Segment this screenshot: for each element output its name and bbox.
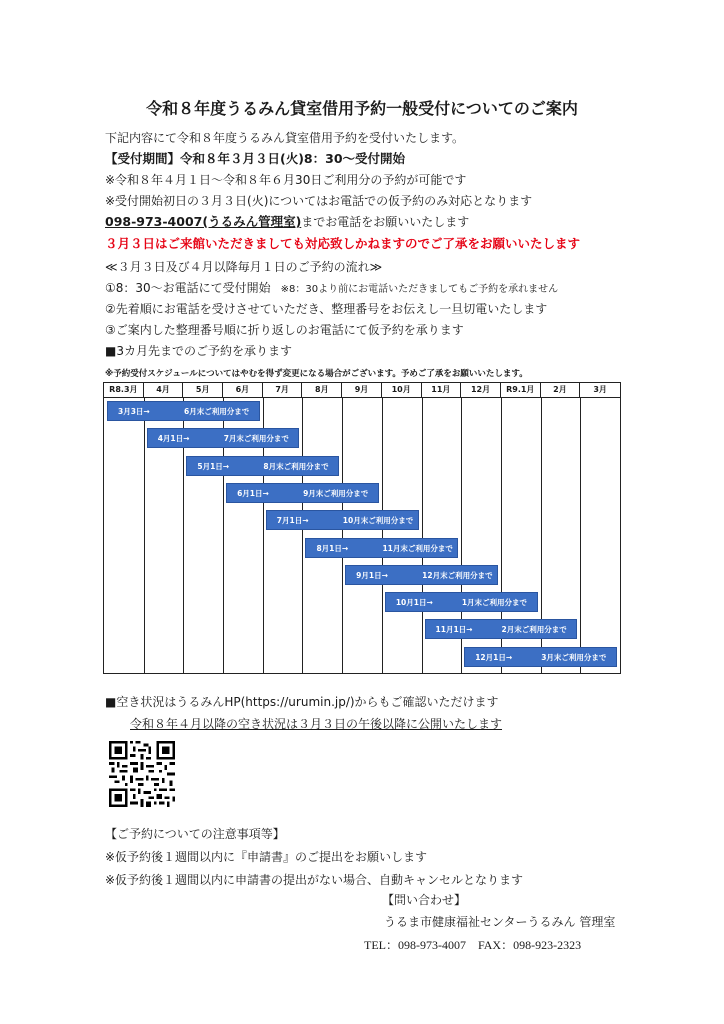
- month-header: R8.3月: [104, 383, 144, 397]
- month-divider: [422, 397, 423, 673]
- bar-end: 7月末ご利用分まで: [223, 434, 289, 444]
- schedule-bar: [425, 619, 578, 639]
- schedule-table: [103, 382, 621, 674]
- month-header: 9月: [342, 383, 382, 397]
- month-header: 4月: [144, 383, 184, 397]
- month-header: 10月: [382, 383, 422, 397]
- step-1-text: ①8：30～お電話にて受付開始: [105, 281, 271, 295]
- step-1-note: ※8：30より前にお電話いただきましてもご予約を承れません: [280, 284, 559, 295]
- contact-title: 【問い合わせ】: [382, 893, 467, 907]
- bar-start: 9月1日→: [356, 570, 388, 580]
- schedule-note: ※予約受付スケジュールについてはやむを得ず変更になる場合がございます。予めご了承をお願いいたします。: [105, 369, 528, 379]
- warning-text: ３月３日はご来館いただきましても対応致しかねますのでご了承をお願いいたします: [105, 236, 581, 251]
- schedule-bar: [147, 428, 300, 448]
- qr-code[interactable]: [109, 741, 175, 807]
- bar-end: 3月末ご利用分まで: [541, 652, 607, 662]
- month-divider: [580, 397, 581, 673]
- bar-start: 7月1日→: [276, 516, 309, 526]
- schedule-bar: [107, 401, 260, 421]
- bar-start: 6月1日→: [237, 488, 269, 498]
- bar-end: 1月末ご利用分まで: [461, 598, 528, 608]
- note-first-day: ※受付開始初日の３月３日(火)についてはお電話での仮予約のみ対応となります: [105, 194, 533, 208]
- bar-end: 10月末ご利用分まで: [342, 516, 414, 526]
- phone-suffix: までお電話をお願いいたします: [301, 215, 470, 229]
- reception-period: 【受付期間】令和８年３月３日(火)8：30～受付開始: [105, 151, 406, 166]
- phone-number: 098-973-4007(うるみん管理室): [105, 214, 302, 229]
- month-header: 11月: [422, 383, 462, 397]
- month-header: 7月: [263, 383, 303, 397]
- bar-end: 12月末ご利用分まで: [422, 570, 493, 580]
- page-title: 令和８年度うるみん貸室借用予約一般受付についてのご案内: [146, 99, 578, 118]
- flow-title: ≪３月３日及び４月以降毎月１日のご予約の流れ≫: [105, 260, 383, 274]
- month-header: 5月: [183, 383, 223, 397]
- cautions-title: 【ご予約についての注意事項等】: [105, 827, 285, 841]
- schedule-bar: [266, 510, 419, 530]
- schedule-bar: [345, 565, 498, 585]
- month-divider: [144, 397, 145, 673]
- bar-end: 9月末ご利用分まで: [303, 488, 369, 498]
- month-divider: [382, 397, 383, 673]
- schedule-bar: [226, 483, 379, 503]
- step-1: [105, 280, 558, 298]
- note-reservation-range: ※令和８年４月１日～令和８年６月30日ご利用分の予約が可能です: [105, 173, 467, 187]
- intro-text: 下記内容にて令和８年度うるみん貸室借用予約を受付いたします。: [105, 131, 465, 145]
- month-header: 2月: [541, 383, 581, 397]
- availability-note: 令和８年４月以降の空き状況は３月３日の午後以降に公開いたします: [130, 717, 503, 731]
- month-header: 8月: [302, 383, 342, 397]
- months-ahead: ■3カ月先までのご予約を承ります: [105, 344, 292, 358]
- step-2: ②先着順にお電話を受けさせていただき、整理番号をお伝えし一旦切電いたします: [105, 302, 548, 316]
- bar-start: 4月1日→: [157, 434, 190, 444]
- bar-start: 12月1日→: [475, 652, 513, 662]
- bar-start: 3月3日→: [118, 407, 150, 416]
- month-header: 3月: [593, 385, 607, 394]
- contact-org: うるま市健康福祉センターうるみん 管理室: [384, 915, 616, 929]
- bar-end: 11月末ご利用分まで: [382, 543, 453, 553]
- phone-line: [105, 214, 469, 230]
- bar-end: 6月末ご利用分まで: [184, 407, 250, 416]
- step-3: ③ご案内した整理番号順に折り返しのお電話にて仮予約を承ります: [105, 323, 464, 337]
- bar-end: 2月末ご利用分まで: [501, 625, 567, 635]
- month-header: 6月: [223, 383, 263, 397]
- schedule-bar: [385, 592, 538, 612]
- availability-text: ■空き状況はうるみんHP(https://urumin.jp/)からもご確認いただけます: [105, 695, 499, 709]
- bar-start: 8月1日→: [316, 543, 349, 553]
- caution-1: ※仮予約後１週間以内に『申請書』のご提出をお願いします: [105, 850, 428, 864]
- contact-tel-fax: TEL：098-973-4007 FAX：098-923-2323: [364, 938, 582, 952]
- month-divider: [342, 397, 343, 673]
- schedule-bar: [464, 647, 617, 667]
- schedule-bar: [186, 456, 339, 476]
- month-header: R9.1月: [501, 383, 541, 397]
- bar-start: 10月1日→: [395, 598, 433, 608]
- month-header: 12月: [461, 383, 501, 397]
- schedule-bar: [305, 538, 458, 558]
- bar-end: 8月末ご利用分まで: [263, 461, 329, 471]
- bar-start: 5月1日→: [197, 461, 230, 471]
- caution-2: ※仮予約後１週間以内に申請書の提出がない場合、自動キャンセルとなります: [105, 873, 524, 887]
- month-divider: [302, 397, 303, 673]
- header-divider: [104, 397, 620, 398]
- bar-start: 11月1日→: [435, 625, 473, 635]
